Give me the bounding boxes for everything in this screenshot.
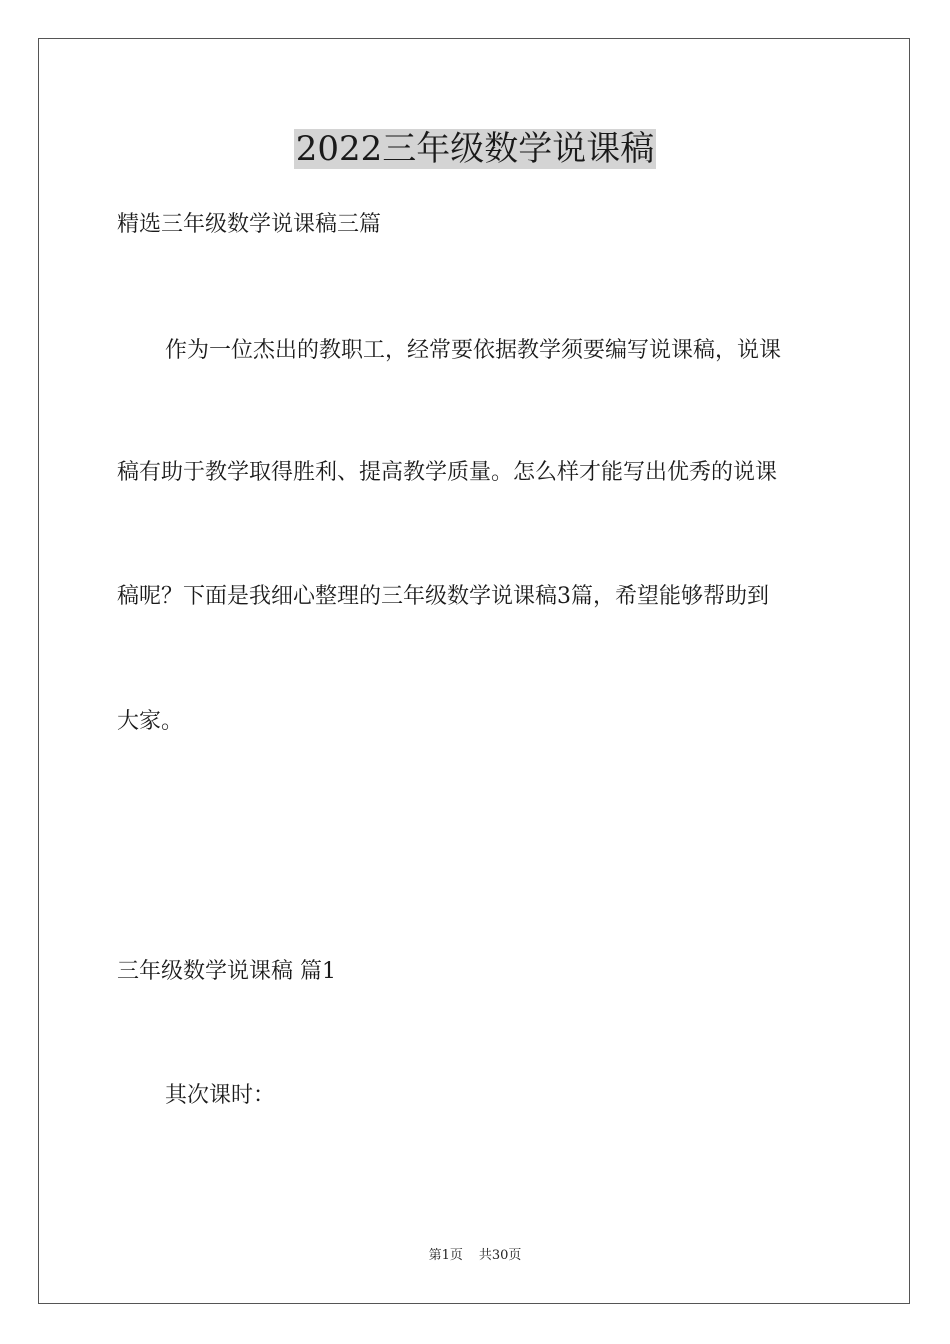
intro-paragraph-line-2: 稿有助于教学取得胜利、提高教学质量。怎么样才能写出优秀的说课 (117, 460, 778, 485)
page-footer (0, 1247, 950, 1265)
document-subtitle: 精选三年级数学说课稿三篇 (117, 212, 382, 237)
sub-heading: 其次课时： (165, 1083, 276, 1108)
section-heading: 三年级数学说课稿 篇1 (117, 959, 336, 984)
page-number-total: 共30页 (478, 1248, 522, 1263)
page-number-current: 第1页 (428, 1248, 463, 1263)
intro-paragraph-line-3: 稿呢？下面是我细心整理的三年级数学说课稿3篇，希望能够帮助到 (117, 584, 769, 609)
intro-paragraph-line-1: 作为一位杰出的教职工，经常要依据教学须要编写说课稿，说课 (165, 338, 782, 363)
intro-paragraph-line-4: 大家。 (117, 709, 184, 734)
document-title (0, 127, 950, 171)
document-title-text: 2022三年级数学说课稿 (295, 129, 655, 169)
